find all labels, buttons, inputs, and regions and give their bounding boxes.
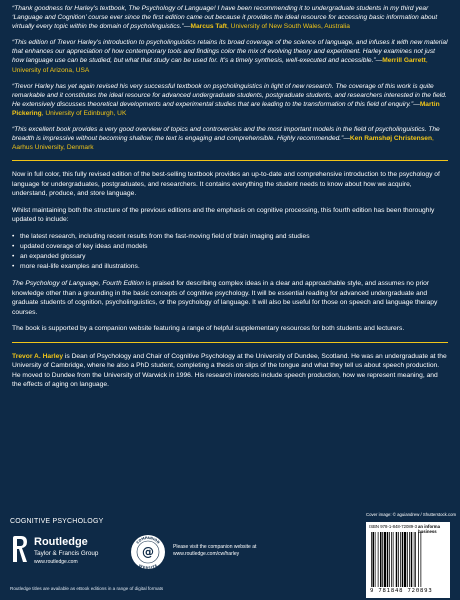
text-column	[12, 4, 448, 390]
companion-website-icon	[130, 534, 166, 570]
isbn-digits: 9 781848 720893	[370, 588, 433, 594]
endorsement-quote	[12, 82, 448, 118]
quote-dash: —	[343, 135, 350, 143]
isbn-label: ISBN 978-1-848-72089-3	[369, 524, 418, 529]
companion-note-url: www.routledge.com/cw/harley	[173, 550, 240, 557]
publisher-logo	[10, 534, 120, 568]
feature-list-item: • more real-life examples and illustrations.	[12, 262, 448, 272]
feature-list-item: • an expanded glossary	[12, 252, 448, 262]
quote-dash: —	[413, 100, 420, 108]
companion-website-badge	[130, 534, 166, 570]
publisher-group: Taylor & Francis Group	[34, 550, 99, 557]
quote-dash: —	[183, 23, 191, 31]
informa-label: an informa business	[418, 524, 440, 534]
routledge-r-icon	[10, 534, 30, 564]
badge-top-text: COMPANION	[135, 535, 161, 545]
cover-footer	[0, 504, 460, 600]
quote-author-affiliation: , University of Arizona, USA	[12, 57, 428, 74]
quote-text: “This excellent book provides a very good overview of topics and controversies and the most important models in the field of psycholinguistics. The breadth is impressive without becoming shallow; the text is engaging and comprehensible. Highly recommended.”	[12, 126, 440, 143]
quote-author-affiliation: , Aarhus University, Denmark	[12, 135, 434, 152]
description-paragraph: Whilst maintaining both the structure of the previous editions and the emphasis on cognitive processing, this fourth edition has been thoroughly updated to include:	[12, 206, 435, 224]
description-text: is praised for describing complex ideas in a clear and approachable style, and assumes no prior knowledge other than a grounding in the basic concepts of cognitive psychology. It will be essential reading for advanced undergraduate and graduate students of cognition, psycholinguistics, or the psychology of language. It will also be useful for those on speech and language therapy courses.	[12, 280, 438, 316]
quote-author-name: Martin Pickering	[12, 100, 440, 117]
quote-author-name: Merrill Garrett	[382, 57, 426, 65]
svg-text:@: @	[142, 545, 154, 559]
quote-author-name: Marcus Taft	[190, 23, 228, 31]
feature-list-item: • the latest research, including recent results from the fast-moving field of brain imaging and studies	[12, 232, 448, 242]
barcode-icon	[370, 532, 446, 587]
quote-author-affiliation: , University of Edinburgh, UK	[41, 109, 127, 117]
divider	[12, 160, 448, 161]
companion-note-line: Please visit the companion website at	[173, 544, 257, 550]
companion-website-note	[173, 544, 293, 558]
quote-text: “Thank goodness for Harley’s textbook, The Psychology of Language! I have been recommending it to undergraduate students in my third year ‘Language and Cognition’ course ever since the first edition came out because it provides the ideal resource for accessing basic information about virtually every topic within the domain of psycholinguistics.”	[12, 5, 438, 31]
publisher-name: Routledge	[34, 536, 88, 548]
quote-text: “This edition of Trevor Harley’s introduction to psycholinguistics retains its broad coverage of the science of language, and infuses it with new material that enhances our appreciation of how contemporary tools and findings color the mix of evolving theory and experiment. Harley examines not just how language use can be studied, but what that study can be used for. It’s a timely synthesis, well-executed and accessible.”	[12, 39, 448, 65]
publisher-website: www.routledge.com	[34, 559, 78, 565]
author-bio	[12, 352, 448, 390]
endorsement-quote	[12, 4, 448, 31]
feature-list-item: • updated coverage of key ideas and models	[12, 242, 448, 252]
quote-author-affiliation: , University of New South Wales, Australia	[227, 23, 350, 31]
endorsement-quote	[12, 125, 448, 152]
description-paragraph	[12, 279, 448, 317]
author-bio-text: is Dean of Psychology and Chair of Cognitive Psychology at the University of Dundee, Scotland. He was an undergraduate at the University of Cambridge, where he also a PhD student, completing a thesis on slips of the tongue and what they tell us about speech production. He moved to Dundee from the University of Warwick in 1996. His research interests include speech production, how we represent meaning, and the effects of aging on language.	[12, 352, 447, 389]
barcode-panel	[366, 522, 450, 598]
quote-text: “Trevor Harley has yet again revised his very successful textbook on psycholinguistics in light of new research. The coverage of this work is quite remarkable and it constitutes the ideal resource for advanced undergraduate students, postgraduate students, and researchers interested in the field. He extensively discusses theoretical developments and experimental studies that are leading to the transformation of this field of enquiry.”	[12, 82, 447, 108]
description-paragraph: The book is supported by a companion website featuring a range of helpful supplementary resources for both students and lecturers.	[12, 325, 405, 333]
endorsement-quote	[12, 38, 448, 74]
book-title-italic: The Psychology of Language, Fourth Edition	[12, 280, 144, 288]
quote-author-name: Ken Ramshøj Christensen	[349, 135, 432, 143]
quote-dash: —	[375, 57, 383, 65]
ebook-note: Routledge titles are available as eBook editions in a range of digital formats	[10, 586, 164, 591]
feature-list	[12, 232, 448, 272]
series-label: COGNITIVE PSYCHOLOGY	[10, 518, 104, 525]
author-name: Trevor A. Harley	[12, 352, 64, 360]
badge-bottom-text: WEBSITE	[138, 563, 159, 570]
cover-image-credit: Cover image: © aguiandrew / Shutterstock.com	[366, 512, 457, 517]
description-paragraph: Now in full color, this fully revised edition of the best-selling textbook provides an up-to-date and comprehensive introduction to the psychology of language for undergraduates, postgraduates, and researchers. It contains everything the student needs to know about how we acquire, understand, produce, and store language.	[12, 171, 440, 198]
divider	[12, 342, 448, 343]
